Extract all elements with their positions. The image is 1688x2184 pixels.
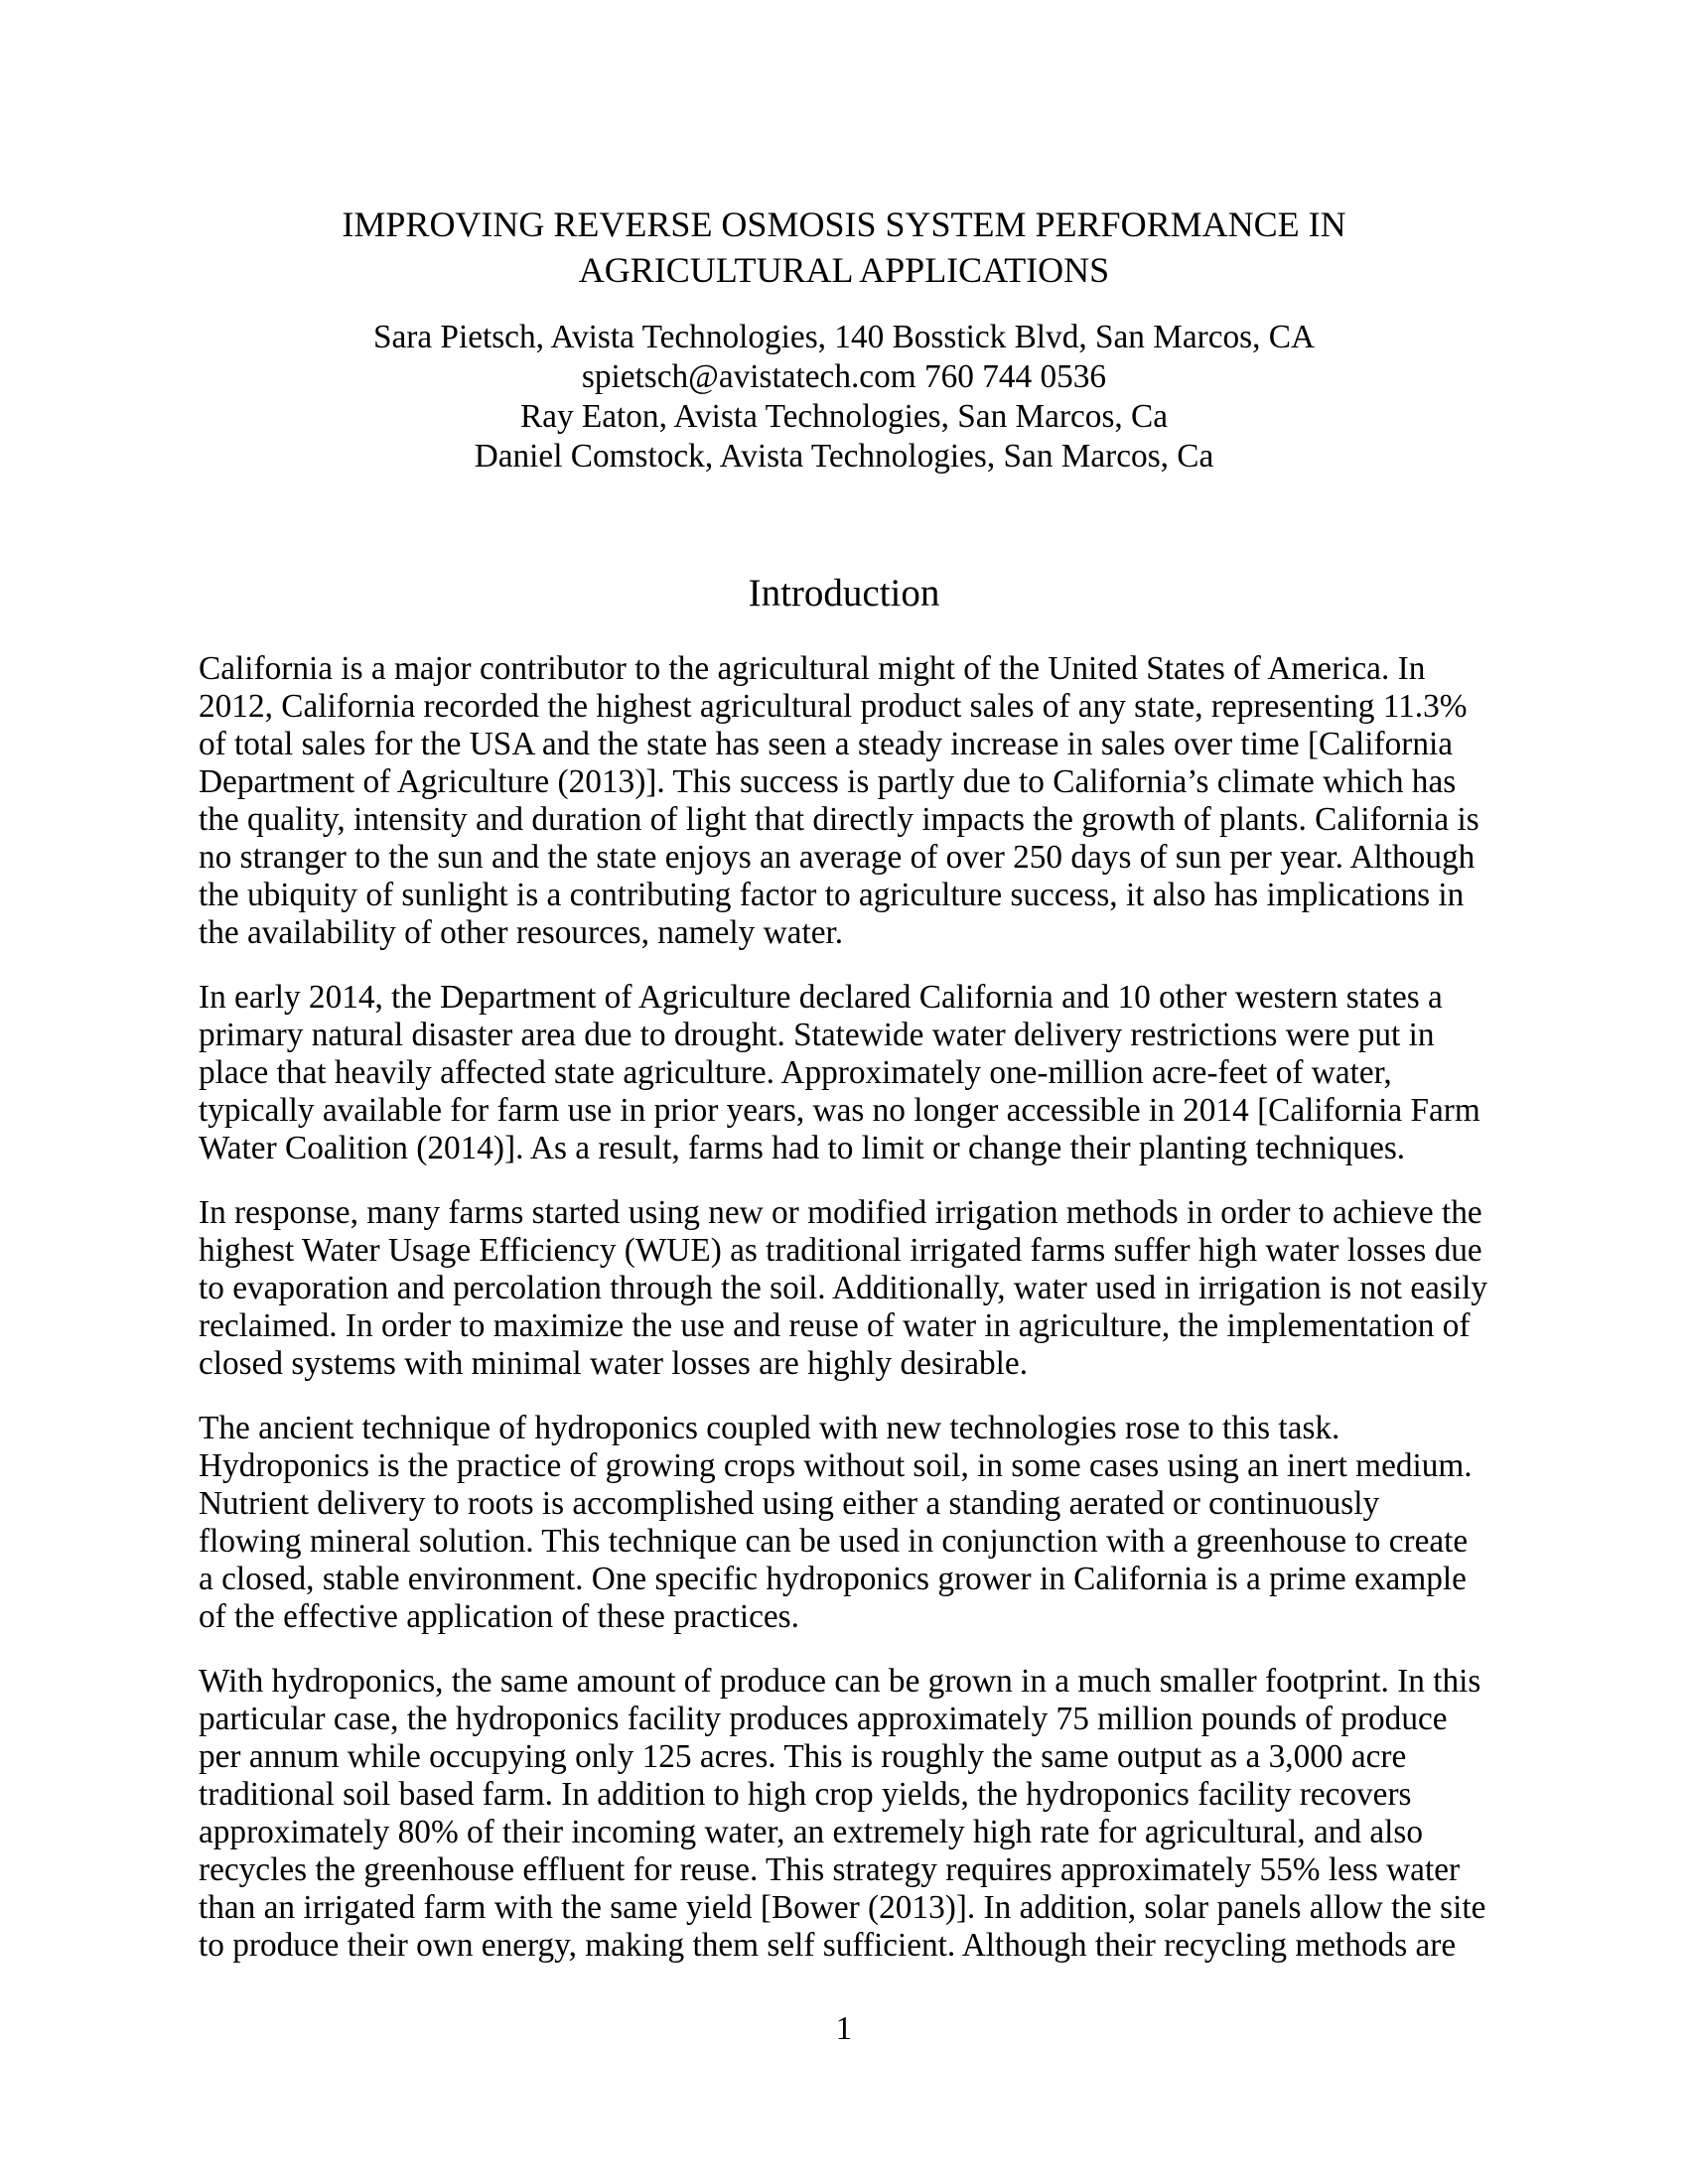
body-text [199, 650, 1489, 1965]
author-contact-line: spietsch@avistatech.com 760 744 0536 [581, 358, 1107, 395]
author-line-2: Ray Eaton, Avista Technologies, San Marcos, Ca [519, 398, 1169, 435]
section-heading-introduction: Introduction [748, 572, 940, 614]
paragraph-5: With hydroponics, the same amount of produce can be grown in a much smaller footprint. In this particular case, the hydroponics facility produces approximately 75 million pounds of produce per annum while occupying only 125 acres. This is roughly the same output as a 3,000 acre traditional soil based farm. In addition to high crop yields, the hydroponics facility recovers approximately 80% of their incoming water, an extremely high rate for agricultural, and also recycles the greenhouse effluent for reuse. This strategy requires approximately 55% less water than an irrigated farm with the same yield [Bower (2013)]. In addition, solar panels allow the site to produce their own energy, making them self sufficient. Although their recycling methods are [199, 1663, 1486, 1964]
paragraph-2: In early 2014, the Department of Agriculture declared California and 10 other western states a primary natural disaster area due to drought. Statewide water delivery restrictions were put in place that heavily affected state agriculture. Approximately one-million acre-feet of water, typically available for farm use in prior years, was no longer accessible in 2014 [California Farm Water Coalition (2014)]. As a result, farms had to limit or change their planting techniques. [199, 979, 1480, 1166]
paragraph-4: The ancient technique of hydroponics coupled with new technologies rose to this task. Hydroponics is the practice of growing crops without soil, in some cases using an inert medium. Nutrient delivery to roots is accomplished using either a standing aerated or continuously flowing mineral solution. This technique can be used in conjunction with a greenhouse to create a closed, stable environment. One specific hydroponics grower in California is a prime example of the effective application of these practices. [199, 1410, 1473, 1635]
paragraph-3: In response, many farms started using new or modified irrigation methods in order to achieve the highest Water Usage Efficiency (WUE) as traditional irrigated farms suffer high water losses due to evaporation and percolation through the soil. Additionally, water used in irrigation is not easily reclaimed. In order to maximize the use and reuse of water in agriculture, the implementation of closed systems with minimal water losses are highly desirable. [199, 1194, 1487, 1382]
author-line-1: Sara Pietsch, Avista Technologies, 140 Bosstick Blvd, San Marcos, CA [372, 319, 1316, 355]
page-number: 1 [835, 2010, 853, 2047]
paper-title [199, 0, 1489, 293]
author-block [199, 318, 1489, 477]
paper-title-line-1: IMPROVING REVERSE OSMOSIS SYSTEM PERFORMANCE IN [342, 205, 1346, 244]
page-content [199, 0, 1489, 2048]
paragraph-1: California is a major contributor to the agricultural might of the United States of America. In 2012, California recorded the highest agricultural product sales of any state, representing 11.3% of total sales for the USA and the state has seen a steady increase in sales over time [California Department of Agriculture (2013)]. This success is partly due to California’s climate which has the quality, intensity and duration of light that directly impacts the growth of plants. California is no stranger to the sun and the state enjoys an average of over 250 days of sun per year. Although the ubiquity of sunlight is a contributing factor to agriculture success, it also has implications in the availability of other resources, namely water. [199, 650, 1479, 951]
paper-title-line-2: AGRICULTURAL APPLICATIONS [578, 250, 1110, 290]
author-line-3: Daniel Comstock, Avista Technologies, San Marcos, Ca [474, 438, 1214, 475]
